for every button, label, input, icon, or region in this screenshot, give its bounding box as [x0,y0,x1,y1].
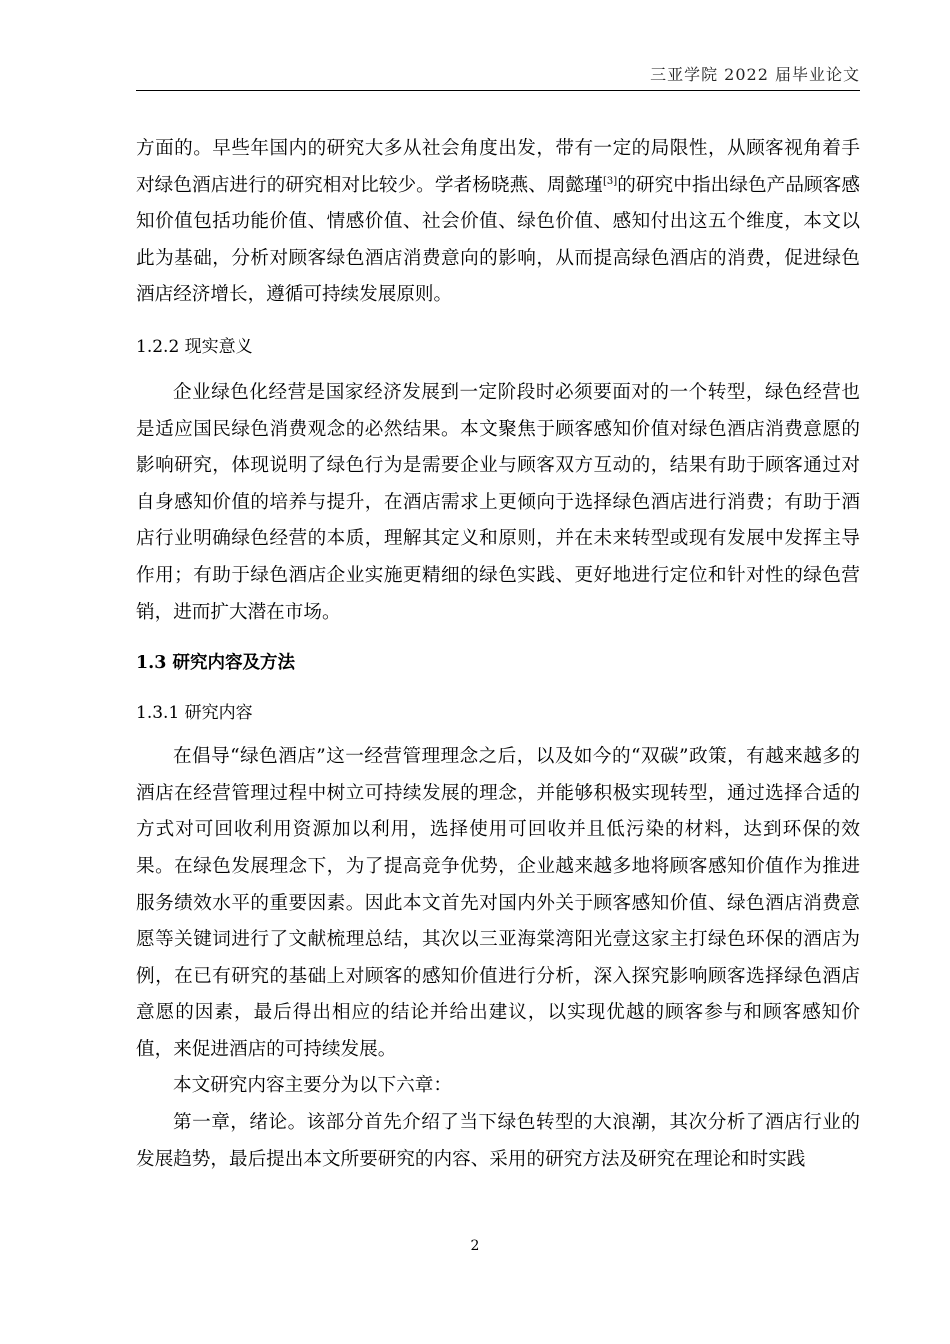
section-heading-1-2-2: 1.2.2 现实意义 [136,336,253,357]
section-heading-1-3-1: 1.3.1 研究内容 [136,703,253,724]
paragraph-text-continued: 的研究中指出绿色产品顾客感知价值包括功能价值、情感价值、社会价值、绿色价值、感知付出这五个维度，本文以此为基础，分析对顾客绿色酒店消费意向的影响，从而提高绿色酒店的消费，促进绿色酒店经济增长，遵循可持续发展原则。 [136,174,860,306]
paragraph-practical-significance: 企业绿色化经营是国家经济发展到一定阶段时必须要面对的一个转型，绿色经营也是适应国民绿色消费观念的必然结果。本文聚焦于顾客感知价值对绿色酒店消费意愿的影响研究，体现说明了绿色行为是需要企业与顾客双方互动的，结果有助于顾客通过对自身感知价值的培养与提升，在酒店需求上更倾向于选择绿色酒店进行消费；有助于酒店行业明确绿色经营的本质，理解其定义和原则，并在未来转型或现有发展中发挥主导作用；有助于绿色酒店企业实施更精细的绿色实践、更好地进行定位和针对性的绿色营销，进而扩大潜在市场。 [136,381,860,623]
document-body [136,131,860,1178]
paragraph-theoretical-significance-end [136,131,860,314]
citation-superscript: [3] [602,175,618,187]
page-header [136,64,860,91]
paragraph-chapter-one: 第一章，绪论。该部分首先介绍了当下绿色转型的大浪潮，其次分析了酒店行业的发展趋势，最后提出本文所要研究的内容、采用的研究方法及研究在理论和时实践 [136,1112,860,1170]
paragraph-text: 方面的。早些年国内的研究大多从社会角度出发，带有一定的局限性，从顾客视角着手对绿色酒店进行的研究相对比较少。学者杨晓燕、周懿瑾 [136,138,860,196]
section-heading-1-3: 1.3 研究内容及方法 [136,653,296,674]
paragraph-chapter-intro: 本文研究内容主要分为以下六章： [173,1075,452,1097]
header-title: 三亚学院 2022 届毕业论文 [650,65,860,84]
paragraph-research-content: 在倡导“绿色酒店”这一经营管理理念之后，以及如今的“双碳”政策，有越来越多的酒店在经营管理过程中树立可持续发展的理念，并能够积极实现转型，通过选择合适的方式对可回收利用资源加以利用，选择使用可回收并且低污染的材料，达到环保的效果。在绿色发展理念下，为了提高竞争优势，企业越来越多地将顾客感知价值作为推进服务绩效水平的重要因素。因此本文首先对国内外关于顾客感知价值、绿色酒店消费意愿等关键词进行了文献梳理总结，其次以三亚海棠湾阳光壹这家主打绿色环保的酒店为例，在已有研究的基础上对顾客的感知价值进行分析，深入探究影响顾客选择绿色酒店意愿的因素，最后得出相应的结论并给出建议，以实现优越的顾客参与和顾客感知价值，来促进酒店的可持续发展。 [136,746,860,1060]
page-number: 2 [470,1238,480,1254]
